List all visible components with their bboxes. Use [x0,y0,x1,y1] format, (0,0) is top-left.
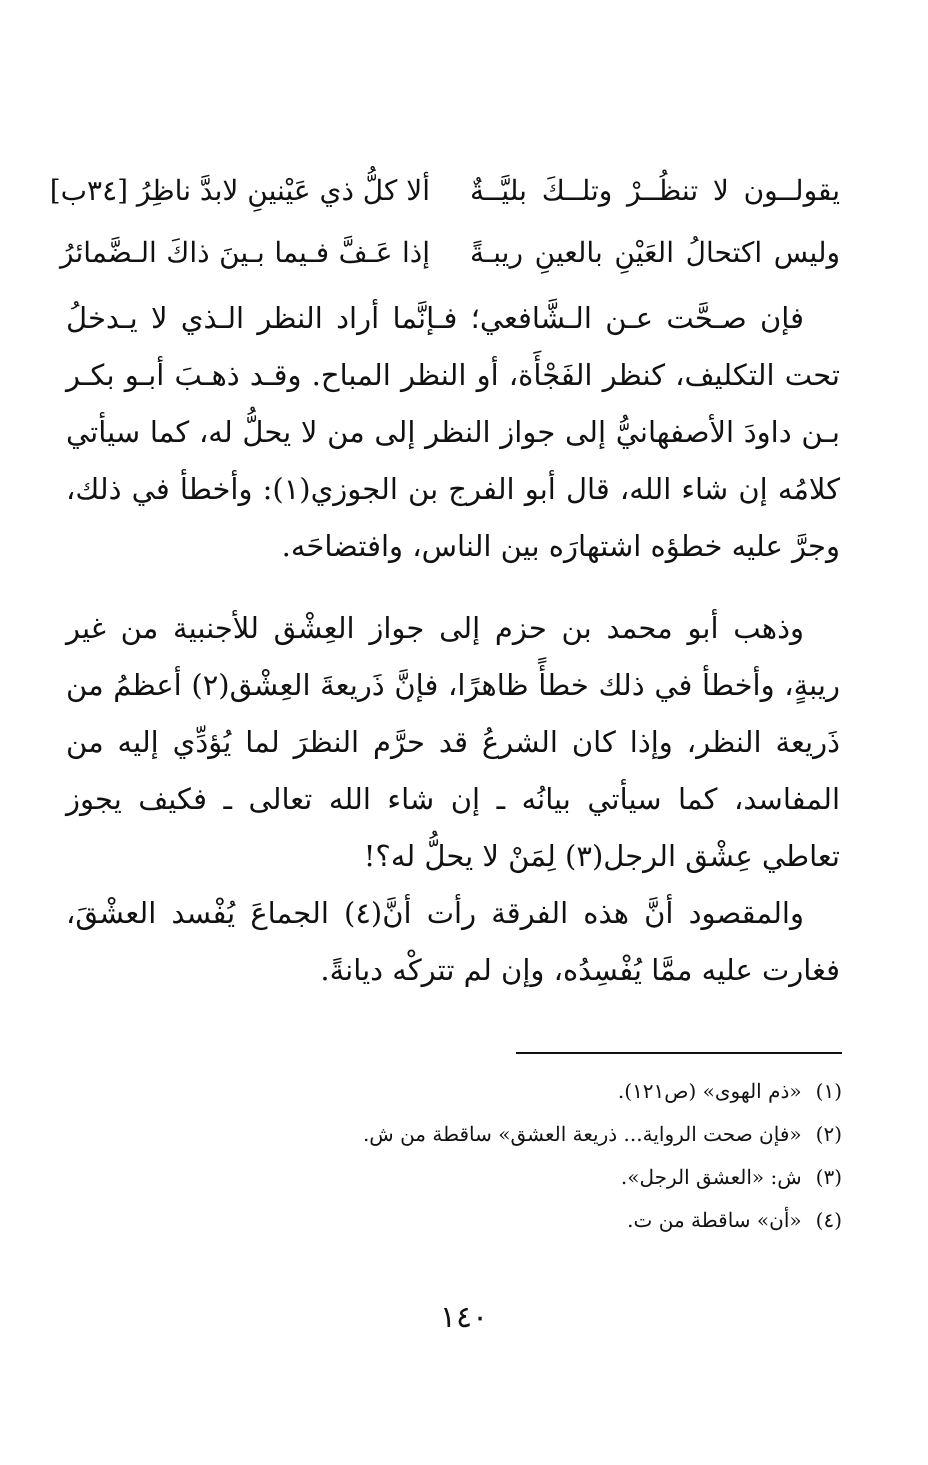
verse-1-first-hemistich: يقولــون لا تنظُــرْ وتلــكَ بليَّــةٌ [470,174,840,207]
footnote-number: (١) [815,1079,842,1103]
paragraph-text: فإن صـحَّت عـن الـشَّافعي؛ فـإنَّما أراد النظر الـذي لا يـدخلُ تحت التكليف، كنظر الفَجْأَة، أو النظر المباح. وقـد ذهـبَ أبـو بكـر بـن داودَ الأصفهانيُّ إلى جواز النظر إلى من لا يحلُّ له، كما سيأتي كلامُه إن شاء الله، قال أبو الفرج بن الجوزي(١): وأخطأ في ذلك، وجرَّ عليه خطؤه اشتهارَه بين الناس، وافتضاحَه. [66,301,841,563]
footnote-text: ش: «العشق الرجل». [620,1165,802,1189]
footnote-number: (٢) [815,1122,842,1146]
footnote-text: «ذم الهوى» (ص١٢١). [617,1079,802,1103]
paragraph-ibn-hazm [66,600,840,885]
poem-verses [49,160,840,284]
verse-line-2 [60,222,840,284]
paragraph-shafii [66,290,840,575]
footnote-number: (٣) [815,1165,842,1189]
verse-2-first-hemistich: وليس اكتحالُ العَيْنِ بالعينِ ريبـةً [470,236,840,269]
paragraph-text: وذهب أبو محمد بن حزم إلى جواز العِشْق للأجنبية من غير ريبةٍ، وأخطأ في ذلك خطأً ظاهرًا، فإنَّ ذَريعةَ العِشْق(٢) أعظمُ من ذَريعة النظر، وإذا كان الشرعُ قد حرَّم النظرَ لما يُؤدِّي إليه من المفاسد، كما سيأتي بيانُه ـ إن شاء الله تعالى ـ فكيف يجوز تعاطي عِشْق الرجل(٣) لِمَنْ لا يحلُّ له؟! [66,611,841,873]
footnote-number: (٤) [815,1208,842,1232]
footnote-1 [240,1070,842,1113]
paragraph-conclusion [66,885,840,999]
footnote-3 [240,1156,842,1199]
page-number: ١٤٠ [439,1300,489,1335]
verse-2-second-hemistich: إذا عَـفَّ فـيما بـينَ ذاكَ الـضَّمائرُ [60,236,430,269]
footnote-text: «أن» ساقطة من ت. [627,1208,802,1232]
paragraph-text: والمقصود أنَّ هذه الفرقة رأت أنَّ(٤) الجماعَ يُفْسد العشْقَ، فغارت عليه ممَّا يُفْسِدُه، وإن لم تتركْه ديانةً. [66,896,840,987]
footnote-divider [516,1052,842,1054]
verse-line-1 [49,160,840,222]
verse-1-second-hemistich: ألا كلُّ ذي عَيْنينِ لابدَّ ناظِرُ [٣٤ب] [49,174,430,207]
footnotes [240,1070,842,1242]
footnote-4 [240,1199,842,1242]
footnote-text: «فإن صحت الرواية... ذريعة العشق» ساقطة من ش. [362,1122,802,1146]
footnote-2 [240,1113,842,1156]
